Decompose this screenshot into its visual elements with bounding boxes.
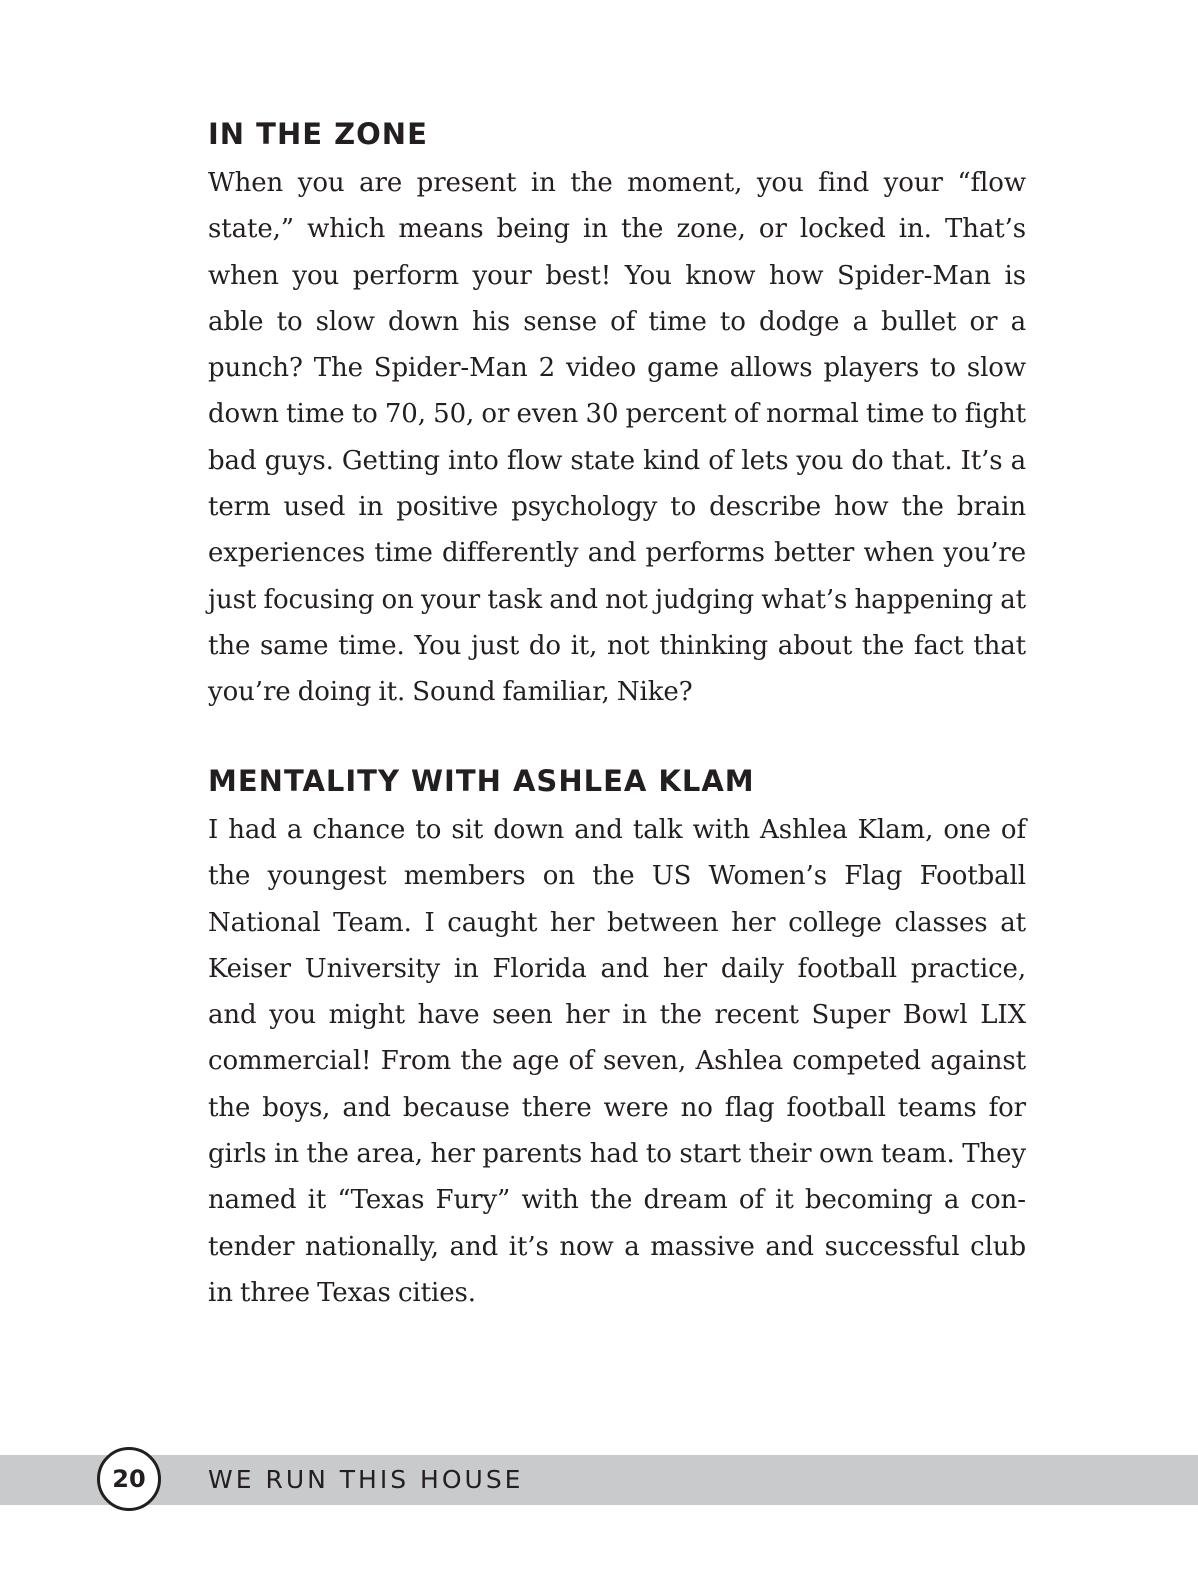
section-heading: IN THE ZONE — [208, 117, 428, 151]
footer-band — [0, 1455, 1198, 1505]
section-mentality-ashlea-klam — [208, 763, 1026, 1316]
section-body: When you are present in the moment, you find your “flow state,” which means being in the zone, or locked in. That’s when you perform your best! You know how Spider-Man is able to slow down his sense of time to dodge a bullet or a punch? The Spider-Man 2 video game allows players to slow down time to 70, 50, or even 30 percent of normal time to fight bad guys. Getting into flow state kind of lets you do that. It’s a term used in positive psychology to describe how the brain experiences time differently and performs better when you’re just focusing on your task and not judging what’s happening at the same time. You just do it, not thinking about the fact that you’re doing it. Sound familiar, Nike? — [208, 168, 1026, 708]
section-heading: MENTALITY WITH ASHLEA KLAM — [208, 764, 755, 798]
running-title: WE RUN THIS HOUSE — [208, 1465, 524, 1494]
section-in-the-zone — [208, 116, 1026, 716]
section-body: I had a chance to sit down and talk with Ashlea Klam, one of the youngest members on the US Women’s Flag Football National Team. I caught her between her college classes at Keiser University in Florida and her daily football practice, and you might have seen her in the recent Super Bowl LIX commercial! From the age of seven, Ashlea competed against the boys, and because there were no flag football teams for girls in the area, her parents had to start their own team. They named it “Texas Fury” with the dream of it becoming a contender nationally, and it’s now a massive and successful club in three Texas cities. — [208, 815, 1026, 1308]
page-number: 20 — [97, 1447, 161, 1511]
